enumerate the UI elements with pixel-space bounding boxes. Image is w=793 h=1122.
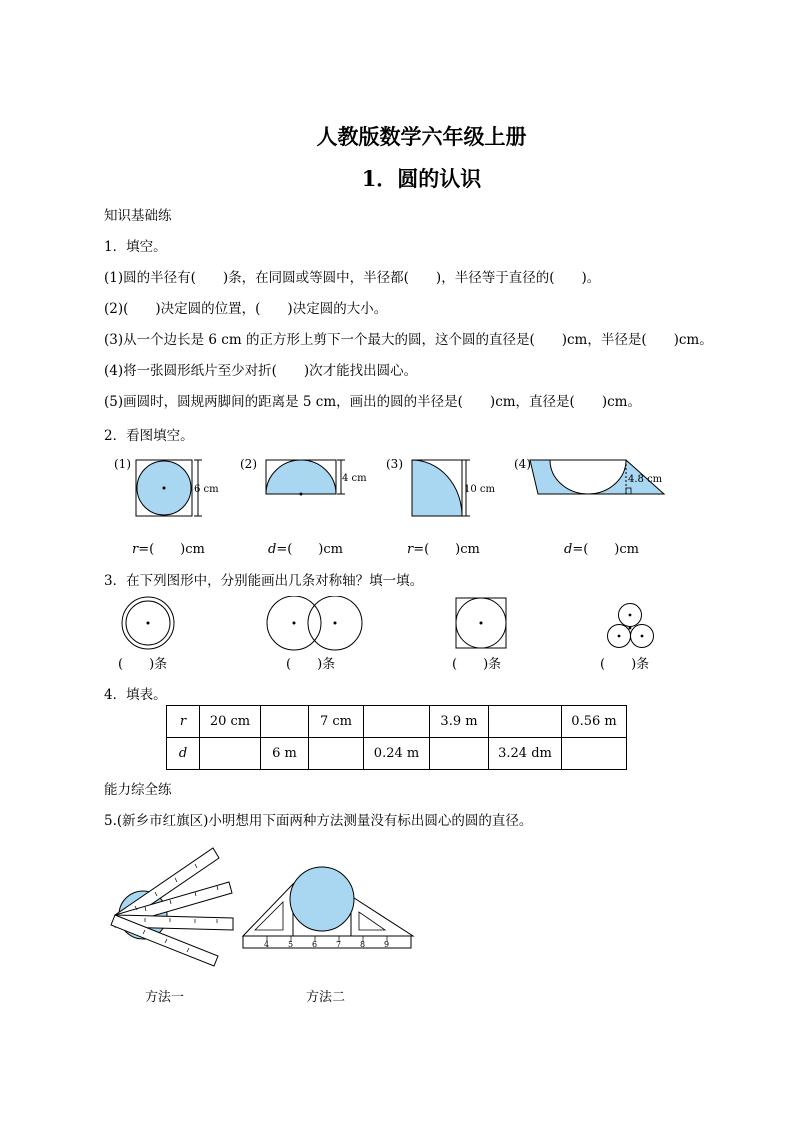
method2-illustration	[243, 867, 413, 948]
q3-figures	[110, 596, 670, 654]
q2-fig2-tag: (2)	[240, 457, 257, 471]
table-cell: 6 m	[261, 738, 309, 770]
svg-text:5: 5	[288, 940, 294, 949]
table-cell: 20 cm	[200, 706, 261, 738]
svg-text:8: 8	[360, 940, 366, 949]
table-cell: 0.24 m	[364, 738, 430, 770]
q2-figure-3	[386, 457, 496, 516]
section-label-advanced: 能力综全练	[104, 782, 172, 798]
svg-text:7: 7	[336, 940, 342, 949]
q2-fig2-dim: 4 cm	[342, 473, 367, 484]
svg-text:6: 6	[312, 940, 318, 949]
q3-figure-concentric-circles	[122, 597, 174, 649]
q3-answer-2: ( )条	[286, 657, 336, 672]
q3-figure-two-circles	[267, 596, 362, 650]
q1-item-4: (4)将一张圆形纸片至少对折( )次才能找出圆心。	[104, 363, 418, 379]
table-cell: 3.24 dm	[489, 738, 562, 770]
q3-answer-4: ( )条	[600, 657, 650, 672]
q2-heading: 2．看图填空。	[104, 428, 194, 444]
q4-heading: 4．填表。	[104, 687, 167, 703]
q1-item-2: (2)( )决定圆的位置，( )决定圆的大小。	[104, 301, 388, 317]
table-cell	[364, 706, 430, 738]
q2-fig3-tag: (3)	[386, 457, 403, 471]
table-row	[167, 738, 627, 770]
table-cell: r	[167, 706, 200, 738]
q3-figure-circle-in-square	[456, 598, 506, 648]
q2-figure-4	[514, 457, 664, 494]
q5-illustrations	[105, 840, 425, 975]
q1-heading: 1．填空。	[104, 239, 167, 255]
table-cell: 3.9 m	[430, 706, 489, 738]
q2-fig3-dim: 10 cm	[464, 484, 495, 495]
table-cell: 0.56 m	[562, 706, 627, 738]
q2-answer-1: r=( )cm	[132, 542, 205, 557]
q2-figure-1	[114, 457, 219, 516]
table-row	[167, 706, 627, 738]
table-cell	[309, 738, 364, 770]
q2-answer-3: r=( )cm	[407, 542, 480, 557]
document-subtitle: 1．圆的认识	[361, 166, 482, 191]
section-label-basic: 知识基础练	[104, 208, 172, 224]
method1-label: 方法一	[145, 990, 185, 1005]
q2-fig1-tag: (1)	[114, 457, 131, 471]
q3-figure-three-circles	[608, 604, 654, 648]
table-cell	[489, 706, 562, 738]
document-title: 人教版数学六年级上册	[316, 124, 527, 149]
q2-answer-4: d=( )cm	[564, 542, 639, 557]
table-cell	[261, 706, 309, 738]
q3-answer-1: ( )条	[118, 657, 168, 672]
q2-fig4-tag: (4)	[514, 457, 531, 471]
q2-answer-2: d=( )cm	[268, 542, 343, 557]
q3-heading: 3．在下列图形中，分别能画出几条对称轴？填一填。	[104, 573, 424, 589]
q2-fig1-dim: 6 cm	[194, 484, 219, 495]
table-cell	[200, 738, 261, 770]
q4-table	[166, 705, 627, 770]
q1-item-5: (5)画圆时，圆规两脚间的距离是 5 cm，画出的圆的半径是( )cm，直径是( )cm。	[104, 394, 641, 410]
q1-item-1: (1)圆的半径有( )条，在同圆或等圆中，半径都( )，半径等于直径的( )。	[104, 270, 601, 286]
q3-answer-3: ( )条	[452, 657, 502, 672]
svg-text:9: 9	[384, 940, 390, 949]
q5-heading: 5.(新乡市红旗区)小明想用下面两种方法测量没有标出圆心的圆的直径。	[104, 813, 533, 829]
q2-fig4-dim: 4.8 cm	[628, 474, 663, 485]
svg-text:4: 4	[264, 940, 270, 949]
q2-figures	[110, 452, 690, 524]
method1-illustration	[111, 848, 233, 966]
table-cell	[562, 738, 627, 770]
q1-item-3: (3)从一个边长是 6 cm 的正方形上剪下一个最大的圆，这个圆的直径是( )cm，半径是( )cm。	[104, 332, 713, 348]
table-cell: d	[167, 738, 200, 770]
table-cell	[430, 738, 489, 770]
table-cell: 7 cm	[309, 706, 364, 738]
method2-label: 方法二	[306, 990, 346, 1005]
q2-figure-2	[240, 457, 367, 496]
